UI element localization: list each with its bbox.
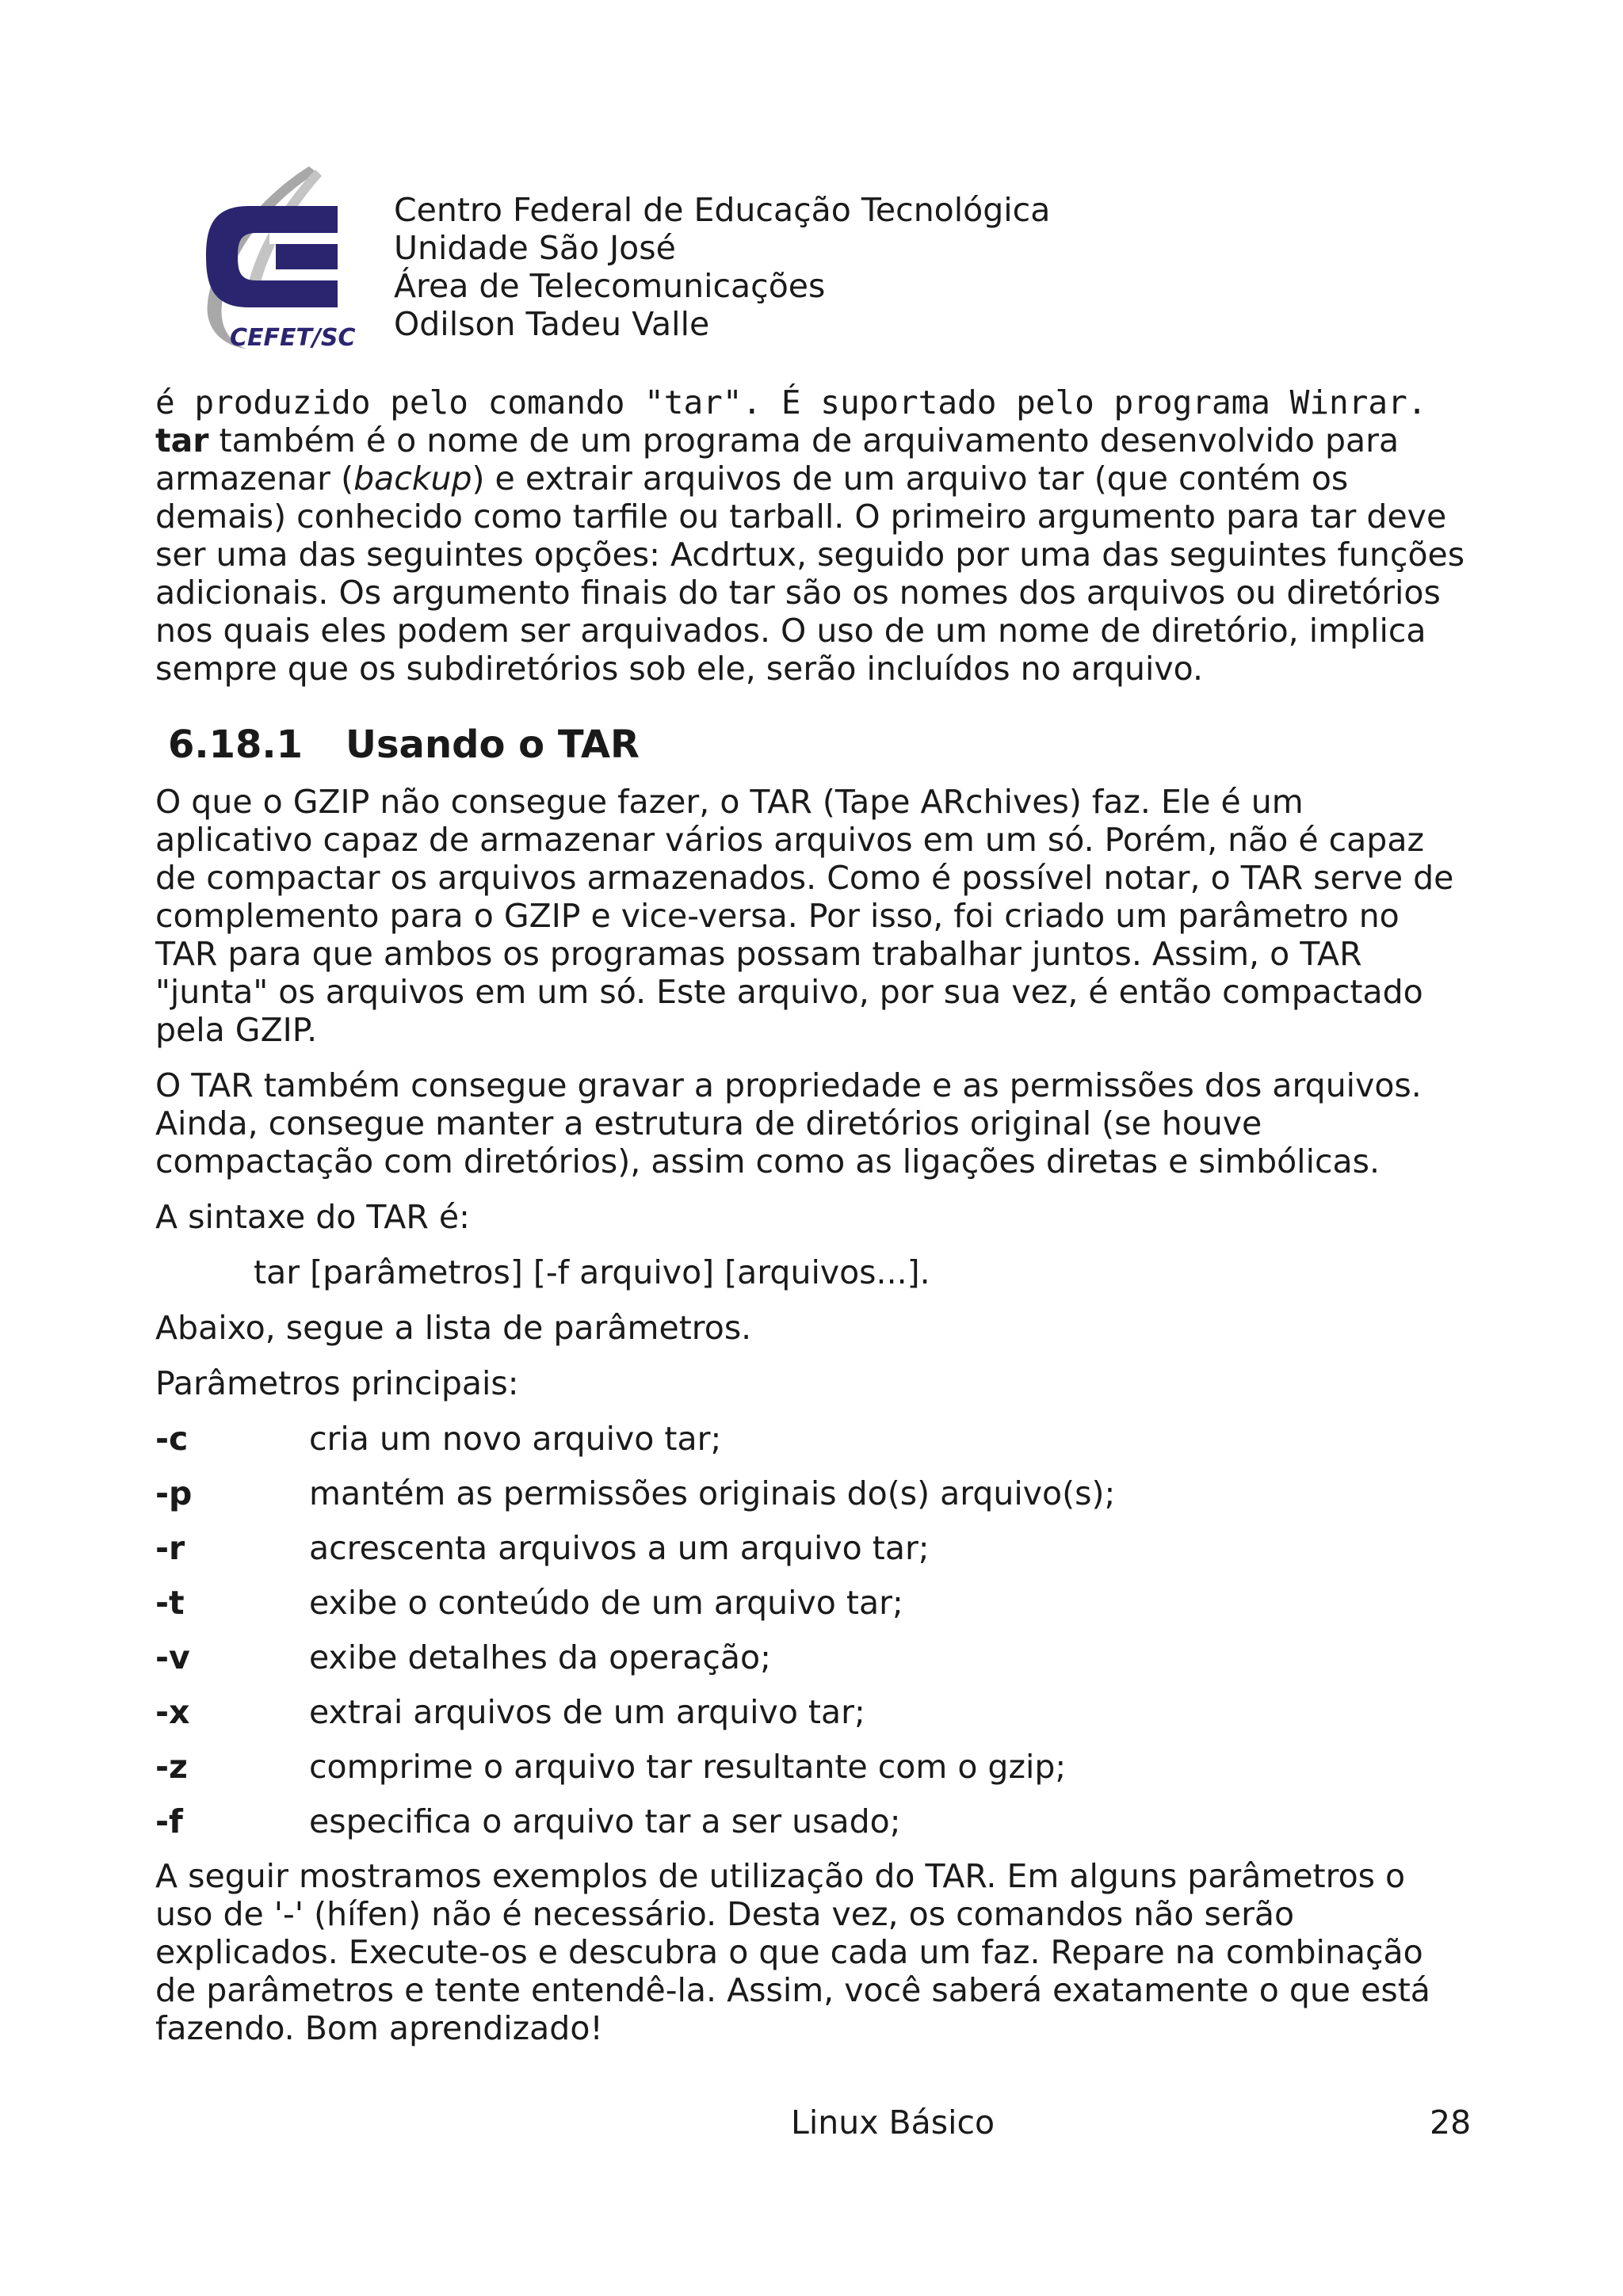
intro-text-a: também é o nome de um programa de arquivamento desenvolvido para armazenar ( (155, 421, 1400, 498)
footer-title: Linux Básico (791, 2103, 995, 2142)
paragraph-gzip-tar: O que o GZIP não consegue fazer, o TAR (Tape ARchives) faz. Ele é um aplicativo capaz de armazenar vários arquivos em um só. Porém, não é capaz de compactar os arquivos armazenados. Como é possível notar, o TAR serve de complemento para o GZIP e vice-versa. Por isso, foi criado um parâmetro no TAR para que ambos os programas possam trabalhar juntos. Assim, o TAR "junta" os arquivos em um só. Este arquivo, por sua vez, é então compactado pela GZIP. (155, 783, 1454, 1049)
param-key: -c (155, 1420, 189, 1458)
param-desc: extrai arquivos de um arquivo tar; (309, 1693, 865, 1731)
param-desc: especifica o arquivo tar a ser usado; (309, 1802, 901, 1840)
page-number: 28 (1430, 2103, 1472, 2142)
syntax-line: tar [parâmetros] [-f arquivo] [arquivos...]. (254, 1253, 930, 1291)
tar-term: tar (155, 421, 209, 460)
param-desc: comprime o arquivo tar resultante com o gzip; (309, 1748, 1067, 1786)
paragraph-permissions: O TAR também consegue gravar a propriedade e as permissões dos arquivos. Ainda, consegue manter a estrutura de diretórios original (se houve compactação com diretórios), assim como as ligações diretas e simbólicas. (155, 1066, 1422, 1180)
header-line-unit: Unidade São José (394, 229, 676, 267)
param-item (155, 1748, 1471, 1786)
param-key: -t (155, 1584, 185, 1622)
header-line-area: Área de Telecomunicações (394, 267, 826, 305)
section-heading (168, 723, 1471, 767)
param-item (155, 1638, 1471, 1676)
param-key: -z (155, 1748, 188, 1786)
param-item (155, 1584, 1471, 1622)
param-key: -v (155, 1638, 190, 1676)
intro-text-b: ) e extrair arquivos de um arquivo tar (que contém os demais) conhecido como tarfile ou tarball. O primeiro argumento para tar deve ser uma das seguintes opções: Acdrtux, seguido por uma das seguintes funções adicionais. Os argumento finais do tar são os nomes dos arquivos ou diretórios nos quais eles podem ser arquivados. O uso de um nome de diretório, implica sempre que os subdiretórios sob ele, serão incluídos no arquivo. (155, 460, 1465, 688)
header-line-author: Odilson Tadeu Valle (394, 305, 710, 343)
header-line-institution: Centro Federal de Educação Tecnológica (394, 191, 1051, 229)
param-item (155, 1802, 1471, 1840)
list-intro: Abaixo, segue a lista de parâmetros. (155, 1309, 752, 1347)
syntax-intro: A sintaxe do TAR é: (155, 1198, 470, 1236)
document-body (155, 383, 1471, 2065)
param-desc: exibe o conteúdo de um arquivo tar; (309, 1584, 903, 1622)
param-key: -f (155, 1802, 183, 1840)
param-key: -r (155, 1529, 185, 1567)
intro-paragraph (155, 421, 1471, 688)
param-key: -x (155, 1693, 190, 1731)
closing-paragraph: A seguir mostramos exemplos de utilização do TAR. Em alguns parâmetros o uso de '-' (hífen) não é necessário. Desta vez, os comandos não serão explicados. Execute-os e descubra o que cada um faz. Repare na combinação de parâmetros e tente entendê-la. Assim, você saberá exatamente o que está fazendo. Bom aprendizado! (155, 1857, 1430, 2047)
cefet-logo-graphic (190, 162, 380, 352)
backup-term: backup (353, 460, 472, 498)
param-desc: exibe detalhes da operação; (309, 1638, 771, 1676)
cefet-sc-logo (190, 162, 380, 352)
param-desc: acrescenta arquivos a um arquivo tar; (309, 1529, 930, 1567)
param-key: -p (155, 1474, 193, 1512)
params-heading: Parâmetros principais: (155, 1364, 519, 1402)
param-item (155, 1420, 1471, 1458)
param-desc: cria um novo arquivo tar; (309, 1420, 722, 1458)
params-list (155, 1420, 1471, 1840)
intro-mono-line: é produzido pelo comando "tar". É suportado pelo programa Winrar. (155, 383, 1427, 421)
param-item (155, 1693, 1471, 1731)
institution-header (394, 191, 1050, 343)
section-title: Usando o TAR (346, 723, 640, 767)
logo-text: CEFET/SC (230, 324, 356, 352)
param-item (155, 1529, 1471, 1567)
param-desc: mantém as permissões originais do(s) arquivo(s); (309, 1474, 1116, 1512)
section-number: 6.18.1 (168, 723, 304, 767)
param-item (155, 1474, 1471, 1512)
